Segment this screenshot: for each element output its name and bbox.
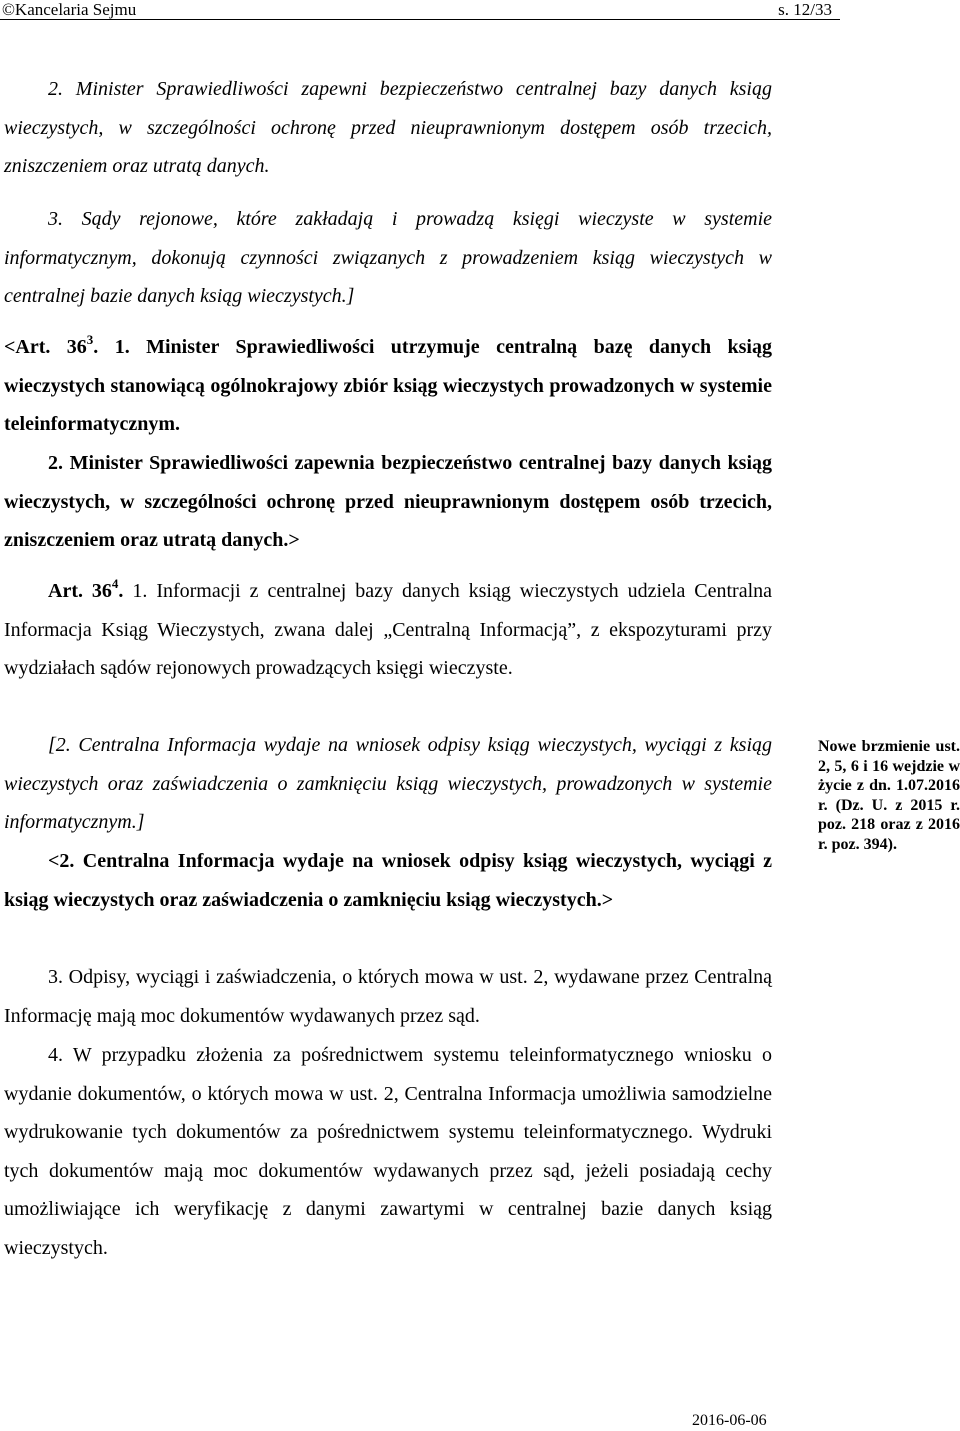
paragraph-new-art36-3-ust1	[4, 328, 772, 444]
text-segment: 1. Informacji z centralnej bazy danych ksiąg wieczystych udziela Centralna Informacja Ksiąg Wieczystych, zwana dalej „Centralną Informacją”, z ekspozyturami przy wydziałach sądów rejonowych prowadzących księgi wieczyste.	[4, 580, 773, 679]
text-segment: <Art. 36	[4, 336, 87, 358]
footer-date: 2016-06-06	[692, 1412, 767, 1429]
paragraph-new-art36-4-ust2	[4, 842, 772, 919]
page-number: s. 12/33	[778, 0, 832, 19]
text-segment: <2. Centralna Informacja wydaje na wniosek odpisy ksiąg wieczystych, wyciągi z ksiąg wieczystych oraz zaświadczenia o zamknięciu ksiąg wieczystych.>	[4, 850, 772, 911]
margin-note: Nowe brzmienie ust. 2, 5, 6 i 16 wejdzie w życie z dn. 1.07.2016 r. (Dz. U. z 2015 r. poz. 218 oraz z 2016 r. poz. 394).	[818, 738, 960, 853]
text-segment: 3. Odpisy, wyciągi i zaświadczenia, o których mowa w ust. 2, wydawane przez Centralną Informację mają moc dokumentów wydawanych przez sąd.	[4, 966, 772, 1027]
text-segment: 2. Minister Sprawiedliwości zapewni bezpieczeństwo centralnej bazy danych ksiąg wieczystych, w szczególności ochronę przed nieuprawnionym dostępem osób trzecich, zniszczeniem oraz utratą danych.	[4, 78, 772, 177]
paragraph-old-art36-4-ust2	[4, 726, 772, 842]
paragraph-art36-4-ust4	[4, 1036, 772, 1267]
text-segment: .	[118, 580, 133, 602]
paragraph-art36-4-ust3	[4, 958, 772, 1035]
header-rule	[0, 19, 840, 20]
paragraph-new-art36-3-ust2	[4, 444, 772, 560]
superscript: 3	[86, 332, 94, 347]
text-segment: 2. Minister Sprawiedliwości zapewnia bezpieczeństwo centralnej bazy danych ksiąg wieczystych, w szczególności ochronę przed nieuprawnionym dostępem osób trzecich, zniszczeniem oraz utratą danych.>	[4, 452, 772, 551]
article-number: Art. 36	[48, 580, 112, 602]
superscript: 4	[111, 576, 119, 591]
paragraph-old-art36-2-ust3	[4, 200, 772, 316]
paragraph-old-art36-2-ust2	[4, 70, 772, 186]
header-source: ©Kancelaria Sejmu	[2, 0, 137, 19]
paragraph-art36-4-ust1	[4, 572, 772, 688]
text-segment: 3. Sądy rejonowe, które zakładają i prowadzą księgi wieczyste w systemie informatycznym, dokonują czynności związanych z prowadzeniem ksiąg wieczystych w centralnej bazie danych ksiąg wieczystych.]	[4, 208, 772, 307]
text-segment: . 1. Minister Sprawiedliwości utrzymuje centralną bazę danych ksiąg wieczystych stanowiącą ogólnokrajowy zbiór ksiąg wieczystych prowadzonych w systemie teleinformatycznym.	[4, 336, 772, 435]
text-segment: [2. Centralna Informacja wydaje na wniosek odpisy ksiąg wieczystych, wyciągi z ksiąg wieczystych oraz zaświadczenia o zamknięciu ksiąg wieczystych, prowadzonych w systemie informatycznym.]	[4, 734, 772, 833]
text-segment: 4. W przypadku złożenia za pośrednictwem systemu teleinformatycznego wniosku o wydanie dokumentów, o których mowa w ust. 2, Centralna Informacja umożliwia samodzielne wydrukowanie tych dokumentów za pośrednictwem systemu teleinformatycznego. Wydruki tych dokumentów mają moc dokumentów wydawanych przez sąd, jeżeli posiadają cechy umożliwiające ich weryfikację z danymi zawartymi w centralnej bazie danych ksiąg wieczystych.	[4, 1044, 772, 1259]
